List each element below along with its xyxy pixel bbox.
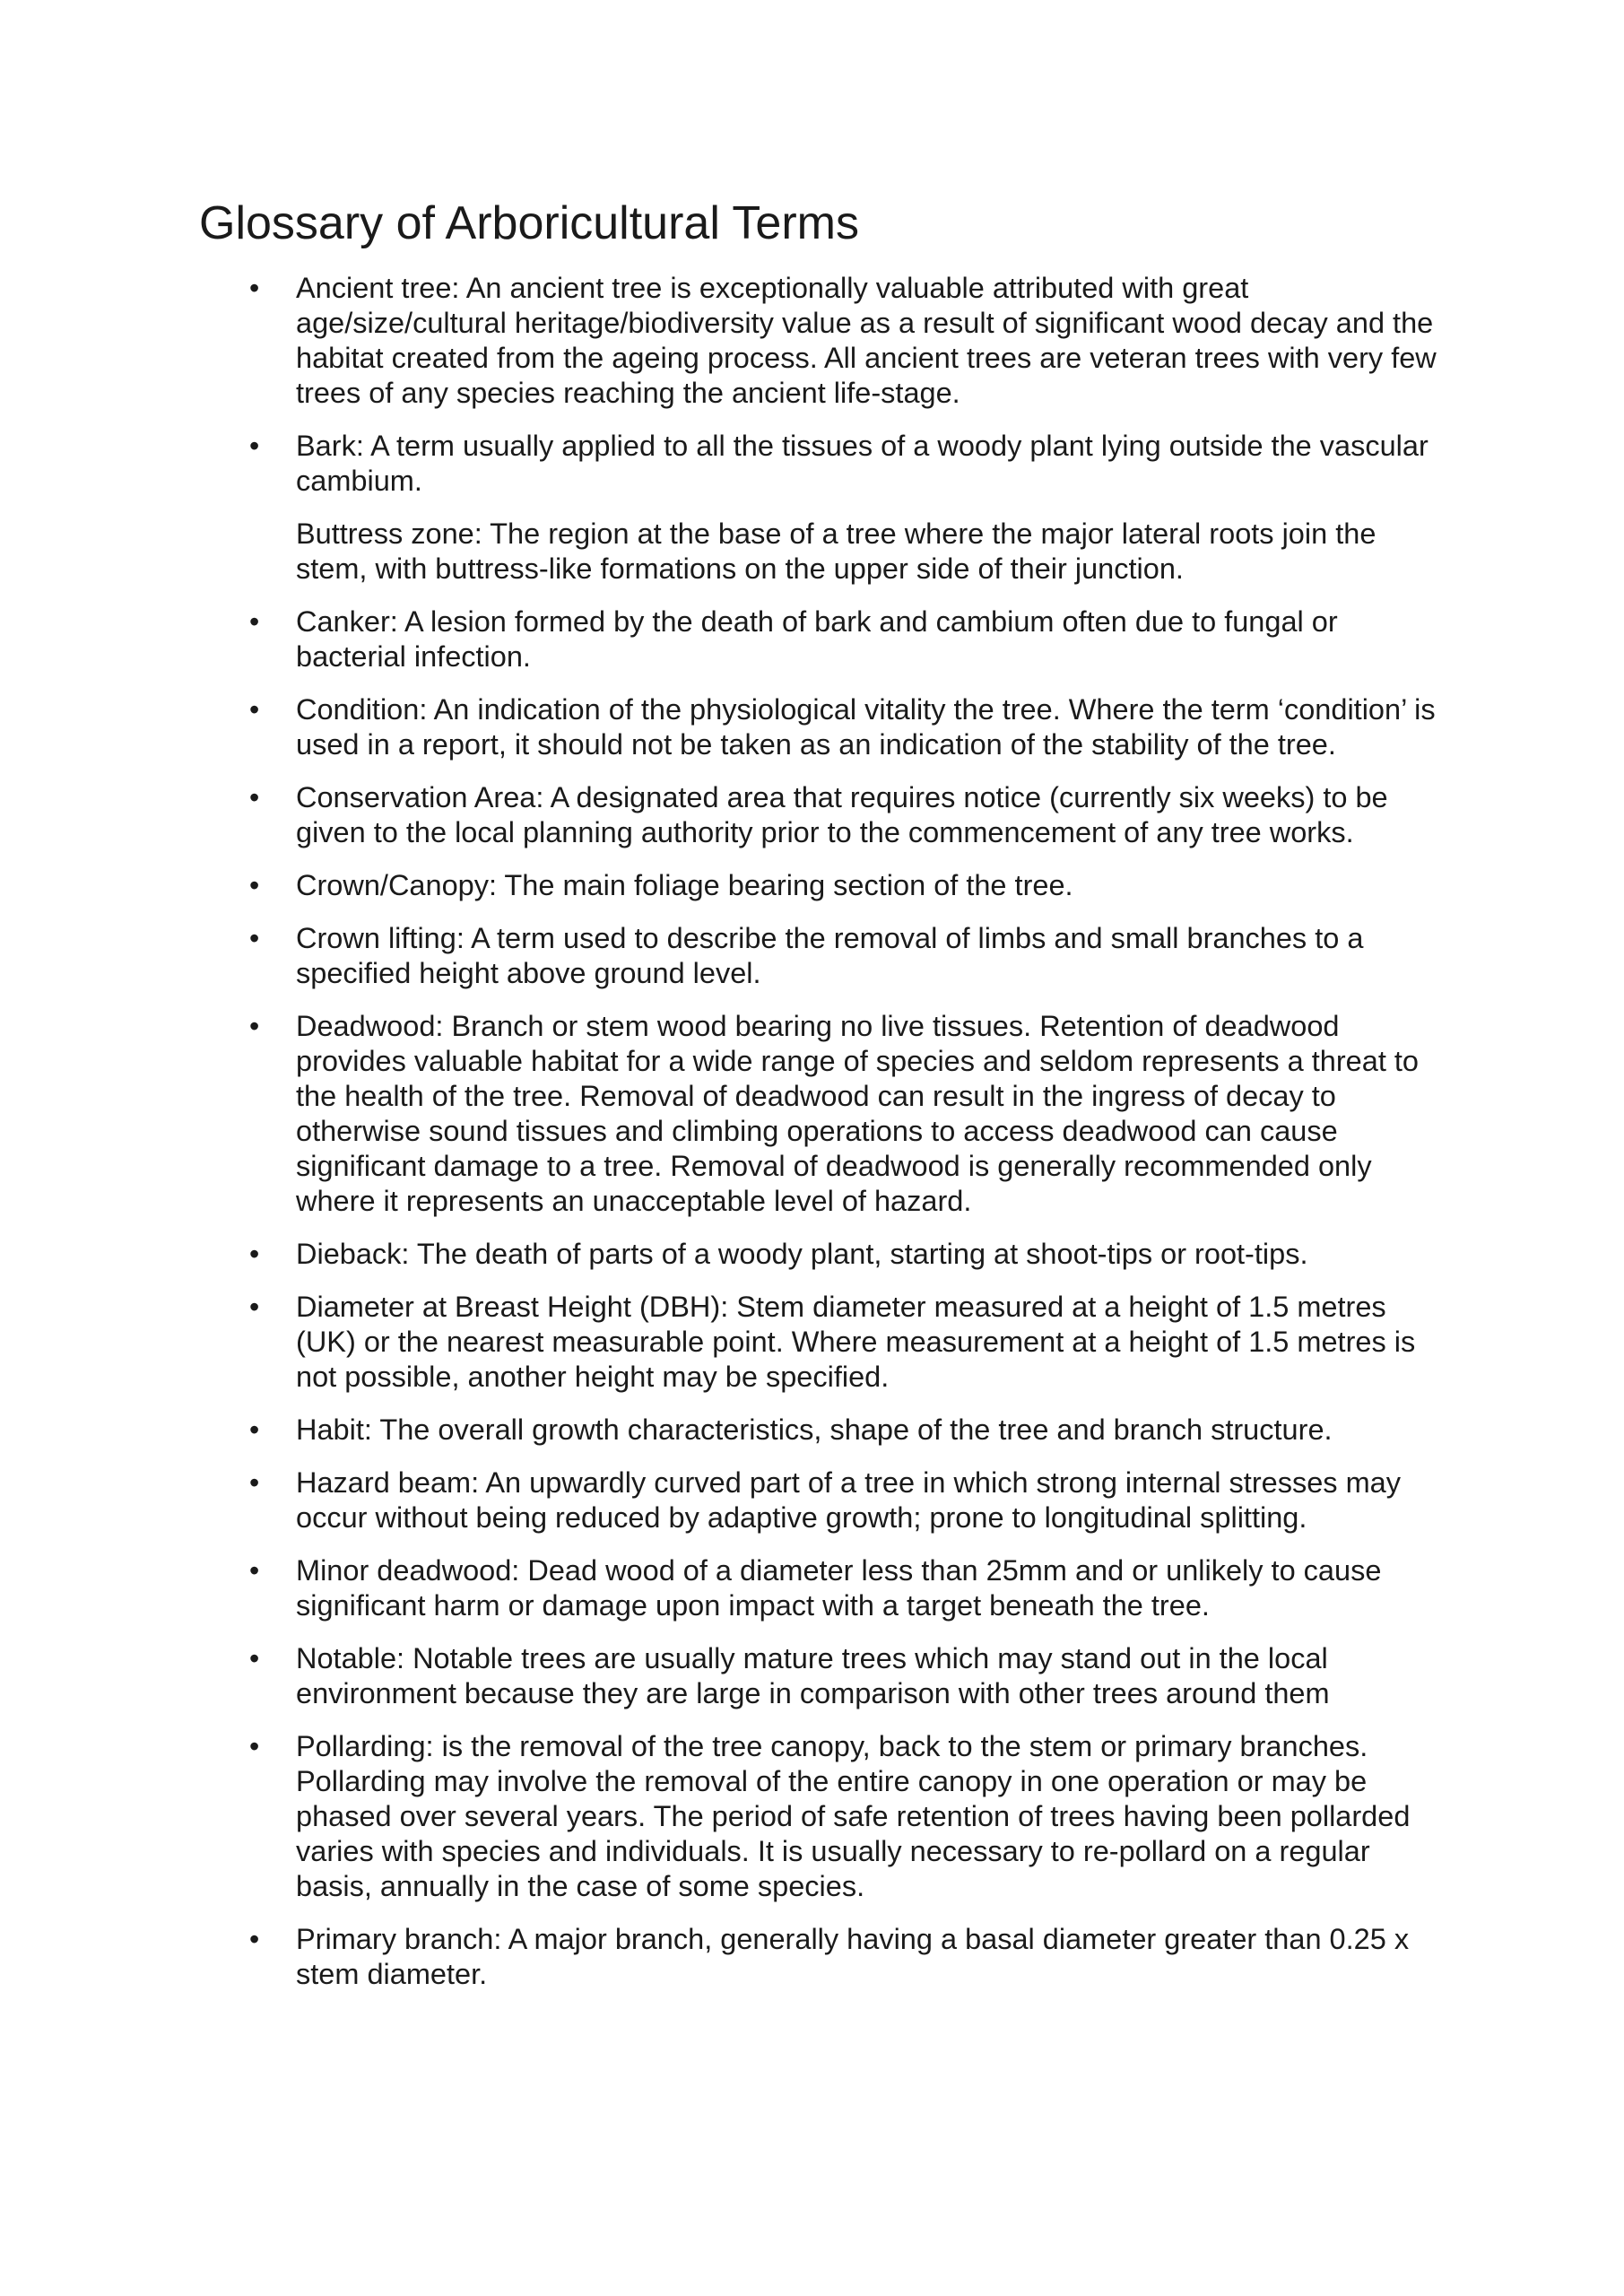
glossary-entry bbox=[0, 921, 1453, 991]
glossary-entry bbox=[0, 1413, 1453, 1448]
glossary-entry-text: Crown lifting: A term used to describe the removal of limbs and small branches to a specified height above ground level. bbox=[296, 922, 1364, 989]
glossary-entry-text: Deadwood: Branch or stem wood bearing no live tissues. Retention of deadwood provides valuable habitat for a wide range of species and seldom represents a threat to the health of the tree. Removal of deadwood can result in the ingress of decay to otherwise sound tissues and climbing operations to access deadwood can cause significant damage to a tree. Removal of deadwood is generally recommended only where it represents an unacceptable level of hazard. bbox=[296, 1010, 1419, 1217]
bullet-icon: • bbox=[249, 1291, 260, 1323]
glossary-entry-text: Hazard beam: An upwardly curved part of a tree in which strong internal stresses may occur without being reduced by adaptive growth; prone to longitudinal splitting. bbox=[296, 1466, 1401, 1534]
glossary-entry bbox=[0, 692, 1453, 762]
page-title: Glossary of Arboricultural Terms bbox=[199, 197, 859, 249]
glossary-entry-text: Ancient tree: An ancient tree is exceptionally valuable attributed with great age/size/cultural heritage/biodiversity value as a result of significant wood decay and the habitat created from the ageing process. All ancient trees are veteran trees with very few trees of any species reaching the ancient life-stage. bbox=[296, 272, 1437, 409]
glossary-entry-text: Conservation Area: A designated area that requires notice (currently six weeks) to be given to the local planning authority prior to the commencement of any tree works. bbox=[296, 781, 1388, 848]
glossary-list bbox=[0, 271, 1624, 2010]
glossary-entry bbox=[0, 604, 1453, 674]
glossary-entry bbox=[0, 780, 1453, 850]
glossary-entry bbox=[0, 1729, 1453, 1904]
glossary-entry-text: Crown/Canopy: The main foliage bearing section of the tree. bbox=[296, 869, 1073, 901]
glossary-entry-text: Minor deadwood: Dead wood of a diameter less than 25mm and or unlikely to cause significant harm or damage upon impact with a target beneath the tree. bbox=[296, 1554, 1382, 1622]
glossary-entry-text: Diameter at Breast Height (DBH): Stem diameter measured at a height of 1.5 metres (UK) or the nearest measurable point. Where measurement at a height of 1.5 metres is not possible, another height may be specified. bbox=[296, 1291, 1416, 1393]
glossary-entry-text: Pollarding: is the removal of the tree canopy, back to the stem or primary branches. Pollarding may involve the removal of the entire canopy in one operation or may be phased over several years. The period of safe retention of trees having been pollarded varies with species and individuals. It is usually necessary to re-pollard on a regular basis, annually in the case of some species. bbox=[296, 1730, 1411, 1902]
bullet-icon: • bbox=[249, 922, 260, 954]
glossary-entry bbox=[0, 271, 1453, 411]
bullet-icon: • bbox=[249, 430, 260, 462]
bullet-icon: • bbox=[249, 1010, 260, 1042]
glossary-entry bbox=[0, 1465, 1453, 1535]
bullet-icon: • bbox=[249, 781, 260, 813]
glossary-entry bbox=[0, 868, 1453, 903]
bullet-icon: • bbox=[249, 1923, 260, 1955]
bullet-icon: • bbox=[249, 693, 260, 726]
glossary-entry-text: Bark: A term usually applied to all the tissues of a woody plant lying outside the vascular cambium. bbox=[296, 430, 1429, 497]
glossary-entry bbox=[0, 1641, 1453, 1711]
bullet-icon: • bbox=[249, 869, 260, 901]
glossary-entry-text: Dieback: The death of parts of a woody plant, starting at shoot-tips or root-tips. bbox=[296, 1238, 1308, 1270]
bullet-icon: • bbox=[249, 272, 260, 304]
bullet-icon: • bbox=[249, 1238, 260, 1270]
glossary-entry-text: Canker: A lesion formed by the death of bark and cambium often due to fungal or bacterial infection. bbox=[296, 605, 1338, 673]
glossary-entry-text: Condition: An indication of the physiological vitality the tree. Where the term ‘condition’ is used in a report, it should not be taken as an indication of the stability of the tree. bbox=[296, 693, 1436, 761]
glossary-entry bbox=[0, 517, 1453, 587]
glossary-entry-text: Notable: Notable trees are usually mature trees which may stand out in the local environment because they are large in comparison with other trees around them bbox=[296, 1642, 1330, 1709]
glossary-entry-text: Primary branch: A major branch, generally having a basal diameter greater than 0.25 x stem diameter. bbox=[296, 1923, 1410, 1990]
glossary-entry bbox=[0, 1922, 1453, 1992]
bullet-icon: • bbox=[249, 1466, 260, 1499]
bullet-icon: • bbox=[249, 1413, 260, 1446]
bullet-icon: • bbox=[249, 1642, 260, 1674]
glossary-entry bbox=[0, 1237, 1453, 1272]
glossary-entry bbox=[0, 1553, 1453, 1623]
glossary-entry bbox=[0, 1290, 1453, 1395]
glossary-entry-text: Habit: The overall growth characteristics, shape of the tree and branch structure. bbox=[296, 1413, 1333, 1446]
glossary-entry-text: Buttress zone: The region at the base of a tree where the major lateral roots join the stem, with buttress-like formations on the upper side of their junction. bbox=[296, 517, 1376, 585]
bullet-icon: • bbox=[249, 605, 260, 638]
glossary-entry bbox=[0, 429, 1453, 499]
bullet-icon: • bbox=[249, 1730, 260, 1762]
bullet-icon: • bbox=[249, 1554, 260, 1587]
glossary-entry bbox=[0, 1009, 1453, 1219]
